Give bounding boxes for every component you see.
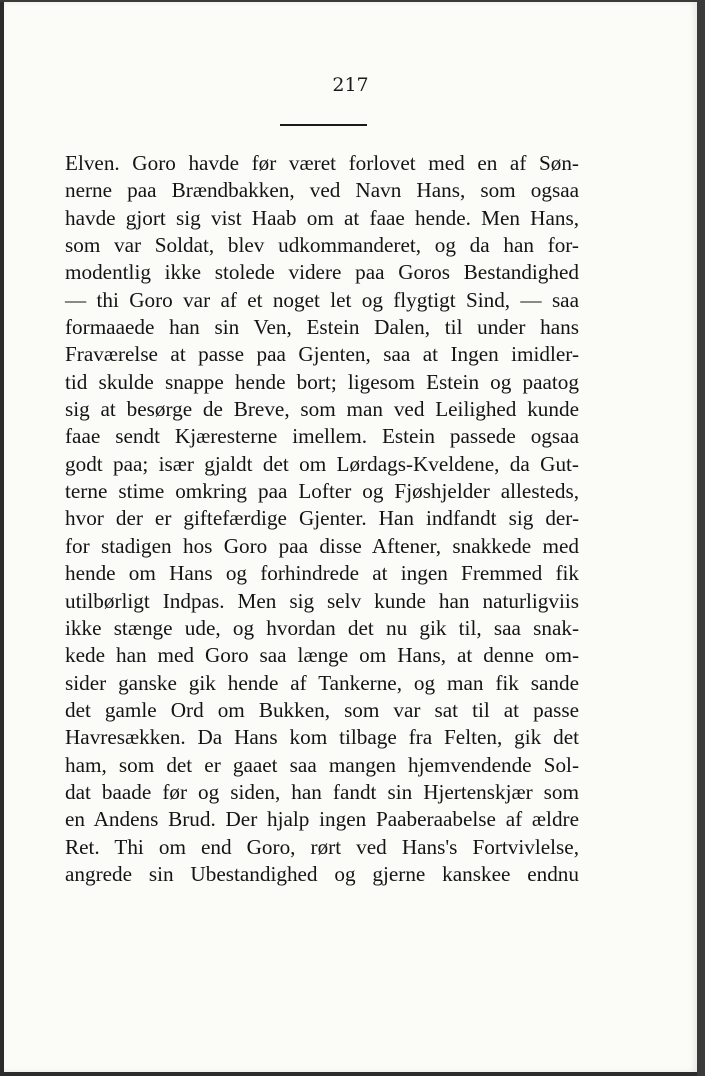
text-line: terne stime omkring paa Lofter og Fjøshjelder allesteds,	[65, 479, 579, 504]
text-line: kede han med Goro saa længe om Hans, at denne om-	[65, 643, 579, 668]
scan-right-edge	[697, 0, 705, 1076]
page-number: 217	[332, 74, 369, 96]
text-line: godt paa; især gjaldt det om Lørdags-Kveldene, da Gut-	[65, 451, 579, 476]
text-line: sider ganske gik hende af Tankerne, og man fik sande	[65, 670, 579, 695]
text-line: sig at besørge de Breve, som man ved Leilighed kunde	[65, 397, 579, 422]
text-line: Ret. Thi om end Goro, rørt ved Hans's Fortvivlelse,	[65, 834, 579, 859]
text-line: formaaede han sin Ven, Estein Dalen, til under hans	[65, 315, 579, 340]
text-line: modentlig ikke stolede videre paa Goros Bestandighed	[65, 260, 579, 285]
text-line: det gamle Ord om Bukken, som var sat til at passe	[65, 697, 579, 722]
text-line: dat baade før og siden, han fandt sin Hjertenskjær som	[65, 779, 579, 804]
text-line: Fraværelse at passe paa Gjenten, saa at Ingen imidler-	[65, 342, 579, 367]
text-line: — thi Goro var af et noget let og flygtigt Sind, — saa	[65, 287, 579, 312]
text-line: hende om Hans og forhindrede at ingen Fremmed fik	[65, 561, 579, 586]
text-line: for stadigen hos Goro paa disse Aftener, snakkede med	[65, 533, 579, 558]
text-line: ham, som det er gaaet saa mangen hjemvendende Sol-	[65, 752, 579, 777]
text-line: ikke stænge ude, og hvordan det nu gik til, saa snak-	[65, 615, 579, 640]
body-text	[65, 150, 579, 888]
book-page	[4, 2, 697, 1072]
text-line: utilbørligt Indpas. Men sig selv kunde han naturligviis	[65, 588, 579, 613]
text-line: Elven. Goro havde før været forlovet med en af Søn-	[65, 151, 579, 175]
text-line: Havresækken. Da Hans kom tilbage fra Felten, gik det	[65, 725, 579, 750]
text-line: nerne paa Brændbakken, ved Navn Hans, som ogsaa	[65, 178, 579, 203]
text-line: havde gjort sig vist Haab om at faae hende. Men Hans,	[65, 205, 579, 230]
text-line: tid skulde snappe hende bort; ligesom Estein og paatog	[65, 369, 579, 394]
text-line: faae sendt Kjæresterne imellem. Estein passede ogsaa	[65, 424, 579, 449]
text-line: en Andens Brud. Der hjalp ingen Paaberaabelse af ældre	[65, 807, 579, 832]
text-line: hvor der er giftefærdige Gjenter. Han indfandt sig der-	[65, 506, 579, 531]
header-rule	[280, 124, 367, 126]
text-line: angrede sin Ubestandighed og gjerne kanskee endnu	[65, 861, 579, 886]
text-line: som var Soldat, blev udkommanderet, og da han for-	[65, 233, 579, 258]
